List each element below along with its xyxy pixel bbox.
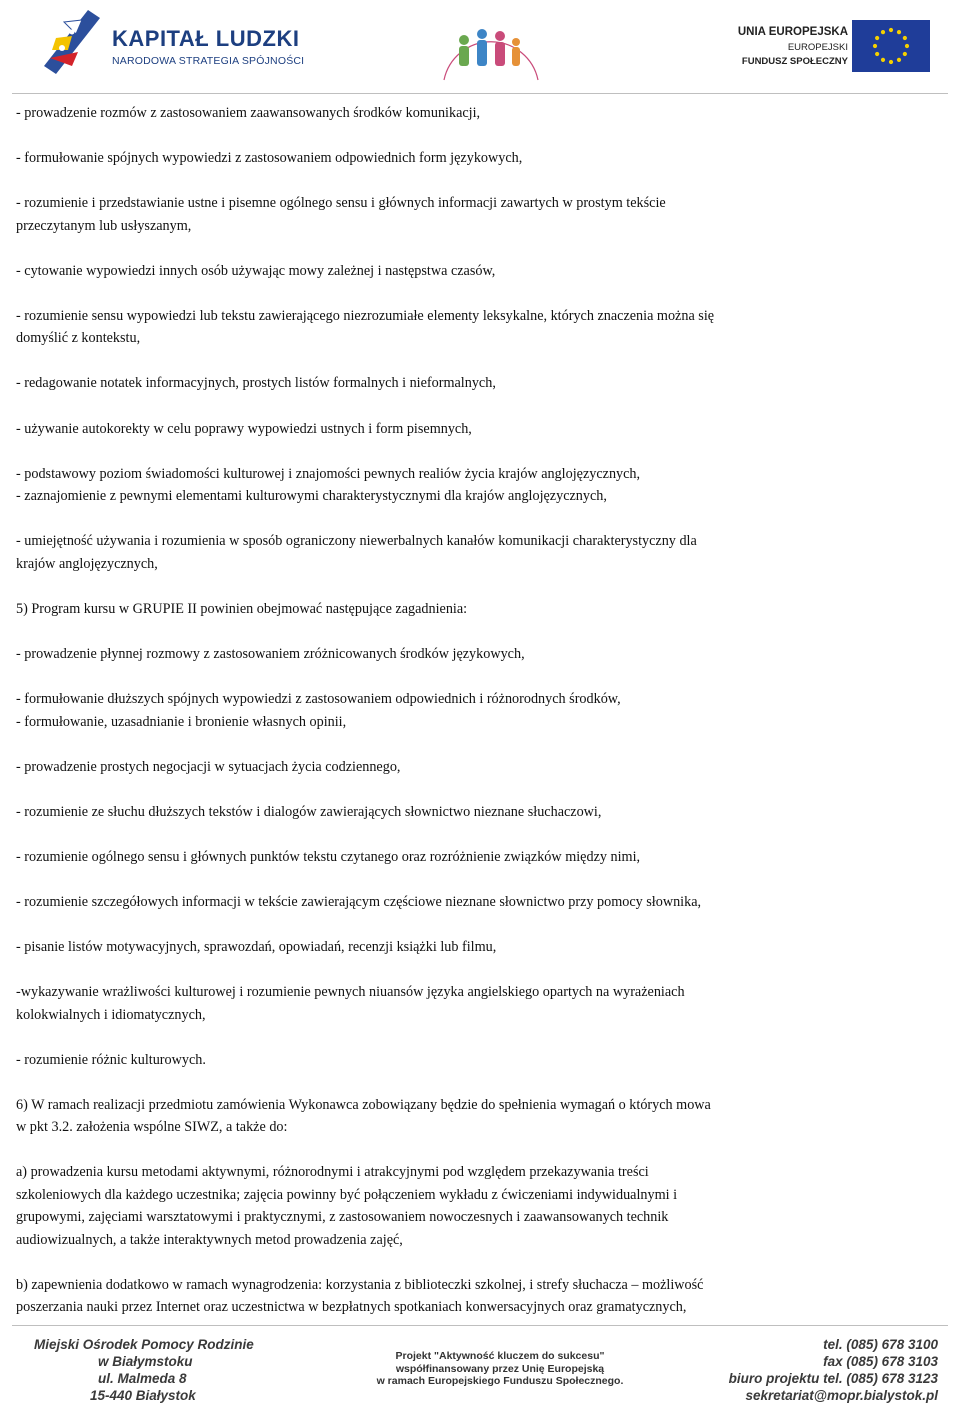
text-line: b) zapewnienia dodatkowo w ramach wynagrodzenia: korzystania z biblioteczki szkolnej, i strefy słuchacza – możliwość — [16, 1276, 704, 1293]
paragraph — [16, 102, 870, 125]
eu-star-icon — [873, 44, 877, 48]
text-line: 6) W ramach realizacji przedmiotu zamówienia Wykonawca zobowiązany będzie do spełnienia wymagań o których mowa — [16, 1096, 711, 1113]
paragraph — [16, 981, 870, 1026]
eu-star-icon — [897, 30, 901, 34]
text-line: - cytowanie wypowiedzi innych osób używając mowy zależnej i następstwa czasów, — [16, 262, 496, 279]
footer-project-office: biuro projektu tel. (085) 678 3123 — [728, 1371, 938, 1386]
paragraph — [16, 260, 870, 283]
text-line: - prowadzenie prostych negocjacji w sytuacjach życia codziennego, — [16, 758, 401, 775]
eu-flag-icon — [852, 20, 930, 72]
paragraph — [16, 1161, 870, 1251]
text-line: 5) Program kursu w GRUPIE II powinien obejmować następujące zagadnienia: — [16, 600, 468, 617]
eu-logo — [730, 20, 930, 80]
footer-address-line: 15-440 Białystok — [90, 1388, 196, 1403]
footer-email[interactable]: sekretariat@mopr.bialystok.pl — [745, 1388, 938, 1403]
text-line: - używanie autokorekty w celu poprawy wypowiedzi ustnych i form pisemnych, — [16, 420, 472, 437]
paragraph — [16, 643, 870, 666]
paragraph — [16, 418, 870, 441]
paragraph — [16, 598, 870, 621]
paragraph — [16, 1049, 870, 1072]
header-divider — [12, 93, 948, 94]
mopr-logo-icon — [436, 10, 546, 88]
text-line: szkoleniowych dla każdego uczestnika; zajęcia powinny być połączeniem wykładu z ćwiczeniami indywidualnymi i — [16, 1186, 678, 1203]
paragraph — [16, 688, 870, 733]
eu-star-icon — [875, 52, 879, 56]
eu-line2: EUROPEJSKI — [787, 42, 848, 53]
footer-phone: tel. (085) 678 3100 — [823, 1337, 938, 1352]
logo-title: KAPITAŁ LUDZKI — [112, 26, 300, 51]
footer-fax: fax (085) 678 3103 — [823, 1354, 938, 1369]
eu-star-icon — [903, 36, 907, 40]
text-line: - prowadzenie rozmów z zastosowaniem zaawansowanych środków komunikacji, — [16, 105, 481, 121]
kapital-ludzki-mark-icon — [42, 8, 106, 80]
footer-project-line: współfinansowany przez Unię Europejską — [395, 1362, 605, 1375]
eu-star-icon — [881, 30, 885, 34]
text-line: a) prowadzenia kursu metodami aktywnymi, różnorodnymi i atrakcyjnymi pod względem przekazywania treści — [16, 1164, 649, 1181]
footer-address-line: ul. Malmeda 8 — [98, 1371, 187, 1386]
paragraph — [16, 1094, 870, 1139]
eu-star-icon — [903, 52, 907, 56]
text-line: - pisanie listów motywacyjnych, sprawozdań, opowiadań, recenzji książki lub filmu, — [16, 939, 497, 955]
paragraph — [16, 530, 870, 575]
document-body — [16, 102, 870, 1342]
eu-line3: FUNDUSZ SPOŁECZNY — [741, 56, 848, 67]
footer-contact — [729, 1336, 938, 1404]
text-line: audiowizualnych, a także interaktywnych metod prowadzenia zajęć, — [16, 1231, 403, 1248]
eu-star-icon — [875, 36, 879, 40]
text-line: - formułowanie dłuższych spójnych wypowiedzi z zastosowaniem odpowiednich i różnorodnych środków, — [16, 691, 621, 708]
text-line: domyślić z kontekstu, — [16, 330, 141, 347]
text-line: - rozumienie i przedstawianie ustne i pisemne ogólnego sensu i głównych informacji zawartych w prostym tekście — [16, 195, 666, 212]
eu-star-icon — [889, 60, 893, 64]
eu-star-icon — [881, 58, 885, 62]
paragraph — [16, 1274, 870, 1319]
text-line: - rozumienie różnic kulturowych. — [16, 1051, 206, 1068]
paragraph — [16, 192, 870, 237]
footer-address — [34, 1336, 254, 1404]
text-line: - redagowanie notatek informacyjnych, prostych listów formalnych i nieformalnych, — [16, 375, 496, 392]
paragraph — [16, 846, 870, 869]
paragraph — [16, 372, 870, 395]
paragraph — [16, 463, 870, 508]
footer-address-line: Miejski Ośrodek Pomocy Rodzinie — [34, 1337, 254, 1352]
text-line: - rozumienie ogólnego sensu i głównych punktów tekstu czytanego oraz rozróżnienie związków między nimi, — [16, 848, 641, 865]
text-line: - formułowanie spójnych wypowiedzi z zastosowaniem odpowiednich form językowych, — [16, 150, 523, 167]
paragraph — [16, 801, 870, 824]
paragraph — [16, 936, 870, 959]
text-line: kolokwialnych i idiomatycznych, — [16, 1006, 206, 1023]
eu-star-icon — [905, 44, 909, 48]
eu-line1: UNIA EUROPEJSKA — [737, 26, 848, 38]
text-line: - rozumienie sensu wypowiedzi lub tekstu zawierającego niezrozumiałe elementy leksykalne, których znaczenia można się — [16, 307, 715, 324]
text-line: - rozumienie ze słuchu dłuższych tekstów i dialogów zawierających słownictwo nieznane słuchaczowi, — [16, 803, 602, 820]
kapital-ludzki-logo — [42, 8, 305, 80]
text-line: - rozumienie szczegółowych informacji w tekście zawierającym częściowe nieznane słownictwo przy pomocy słownika, — [16, 893, 702, 910]
text-line: poszerzania nauki przez Internet oraz uczestnictwa w bezpłatnych spotkaniach konwersacyjnych oraz gramatycznych, — [16, 1299, 687, 1316]
page-header — [0, 0, 960, 94]
text-line: krajów anglojęzycznych, — [16, 555, 158, 572]
footer-project-line: w ramach Europejskiego Funduszu Społecznego. — [376, 1375, 624, 1387]
paragraph — [16, 891, 870, 914]
text-line: przeczytanym lub usłyszanym, — [16, 217, 192, 234]
text-line: - formułowanie, uzasadnianie i bronienie własnych opinii, — [16, 713, 347, 730]
text-line: grupowymi, zajęciami warsztatowymi i praktycznymi, z zastosowaniem nowoczesnych i zaawansowanych technik — [16, 1209, 669, 1226]
text-line: - umiejętność używania i rozumienia w sposób ograniczony niewerbalnych kanałów komunikacji charakterystyczny dla — [16, 533, 697, 550]
text-line: - zaznajomienie z pewnymi elementami kulturowymi charakterystycznymi dla krajów anglojęzycznych, — [16, 488, 607, 505]
text-line: w pkt 3.2. założenia wspólne SIWZ, a także do: — [16, 1119, 288, 1136]
footer-project-line: Projekt "Aktywność kluczem do sukcesu" — [395, 1350, 605, 1362]
paragraph — [16, 305, 870, 350]
eu-star-icon — [897, 58, 901, 62]
logo-subtitle: NARODOWA STRATEGIA SPÓJNOŚCI — [112, 55, 305, 67]
page-footer — [0, 1330, 960, 1406]
text-line: - prowadzenie płynnej rozmowy z zastosowaniem zróżnicowanych środków językowych, — [16, 645, 525, 662]
footer-address-line: w Białymstoku — [98, 1354, 193, 1369]
eu-star-icon — [889, 28, 893, 32]
text-line: -wykazywanie wrażliwości kulturowej i rozumienie pewnych niuansów języka angielskiego opartych na wyrażeniach — [16, 984, 685, 1001]
text-line: - podstawowy poziom świadomości kulturowej i znajomości pewnych realiów życia krajów anglojęzycznych, — [16, 465, 641, 482]
footer-project-info — [360, 1350, 640, 1388]
paragraph — [16, 147, 870, 170]
footer-divider — [12, 1325, 948, 1326]
paragraph — [16, 756, 870, 779]
